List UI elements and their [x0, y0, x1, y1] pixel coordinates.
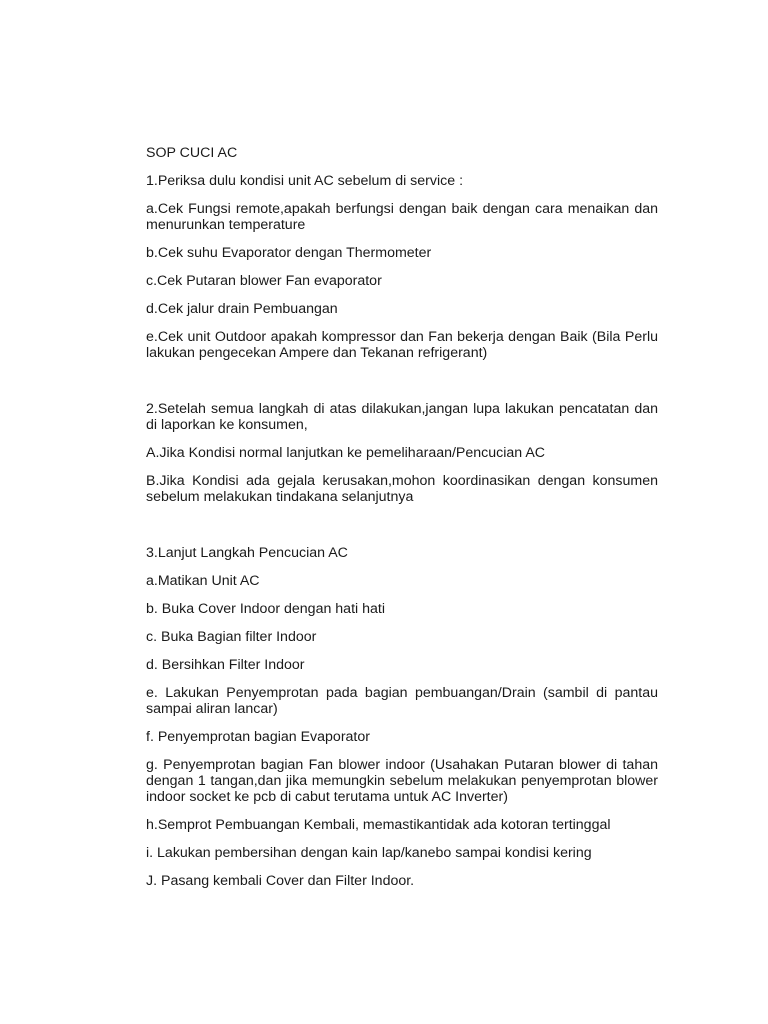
section-3-item-j: J. Pasang kembali Cover dan Filter Indoor. — [146, 873, 415, 889]
section-3-item-g: g. Penyemprotan bagian Fan blower indoor (Usahakan Putaran blower di tahan dengan 1 tangan,dan jika memungkin sebelum melakukan penyemprotan blower indoor socket ke pcb di cabut terutama untuk AC Inverter) — [146, 757, 658, 805]
section-3-item-c: c. Buka Bagian filter Indoor — [146, 629, 317, 645]
section-spacer — [146, 373, 658, 401]
section-1-item-d: d.Cek jalur drain Pembuangan — [146, 301, 338, 317]
section-3-item-e: e. Lakukan Penyemprotan pada bagian pembuangan/Drain (sambil di pantau sampai aliran lancar) — [146, 685, 658, 717]
section-1-item-c: c.Cek Putaran blower Fan evaporator — [146, 273, 382, 289]
section-1-item-b: b.Cek suhu Evaporator dengan Thermometer — [146, 245, 432, 261]
document-title: SOP CUCI AC — [146, 145, 238, 161]
section-1-item-e: e.Cek unit Outdoor apakah kompressor dan Fan bekerja dengan Baik (Bila Perlu lakukan pengecekan Ampere dan Tekanan refrigerant) — [146, 329, 658, 361]
section-3-item-b: b. Buka Cover Indoor dengan hati hati — [146, 601, 385, 617]
section-3-item-a: a.Matikan Unit AC — [146, 573, 260, 589]
section-2-heading: 2.Setelah semua langkah di atas dilakukan,jangan lupa lakukan pencatatan dan di laporkan ke konsumen, — [146, 401, 658, 433]
section-3-item-h: h.Semprot Pembuangan Kembali, memastikantidak ada kotoran tertinggal — [146, 817, 611, 833]
section-2-item-b: B.Jika Kondisi ada gejala kerusakan,mohon koordinasikan dengan konsumen sebelum melakukan tindakana selanjutnya — [146, 473, 658, 505]
section-3-item-d: d. Bersihkan Filter Indoor — [146, 657, 305, 673]
section-1-item-a: a.Cek Fungsi remote,apakah berfungsi dengan baik dengan cara menaikan dan menurunkan temperature — [146, 201, 658, 233]
section-1-heading: 1.Periksa dulu kondisi unit AC sebelum di service : — [146, 173, 464, 189]
section-3-item-i: i. Lakukan pembersihan dengan kain lap/kanebo sampai kondisi kering — [146, 845, 592, 861]
section-spacer — [146, 517, 658, 545]
section-3-item-f: f. Penyemprotan bagian Evaporator — [146, 729, 370, 745]
section-2-item-a: A.Jika Kondisi normal lanjutkan ke pemeliharaan/Pencucian AC — [146, 445, 546, 461]
document-page — [146, 145, 658, 901]
section-3-heading: 3.Lanjut Langkah Pencucian AC — [146, 545, 348, 561]
